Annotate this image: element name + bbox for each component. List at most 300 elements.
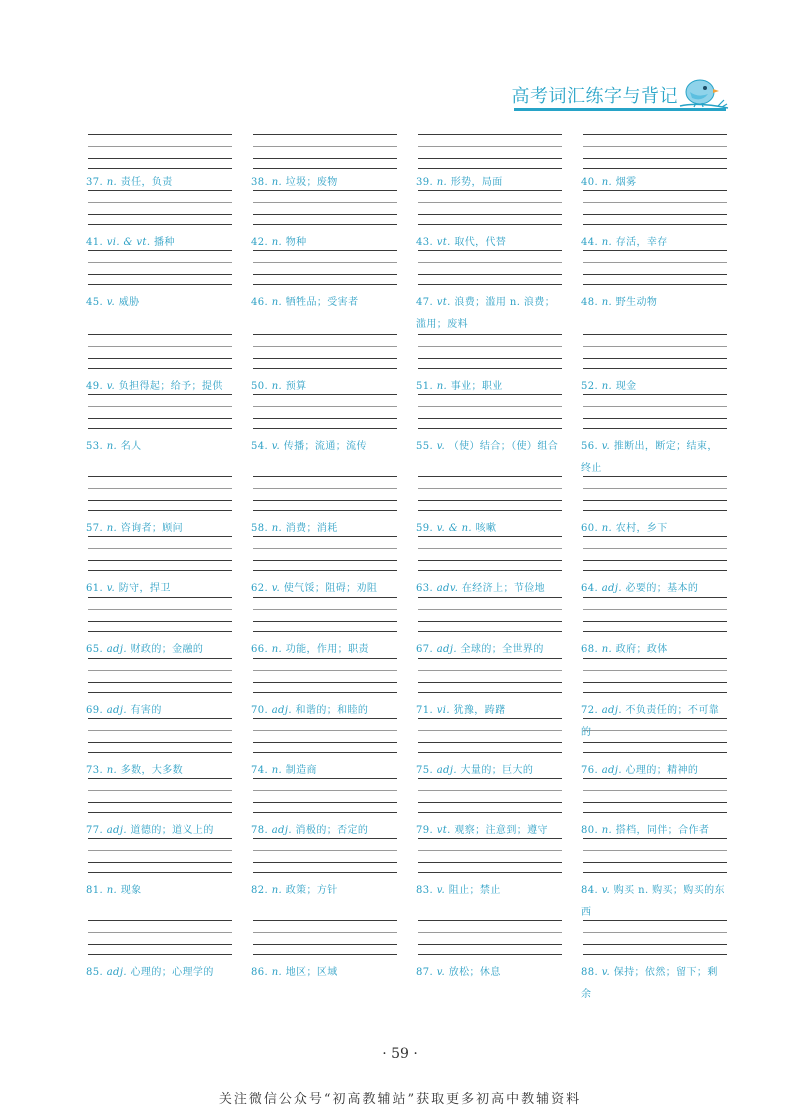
writing-line	[418, 224, 562, 225]
part-of-speech: vt.	[436, 297, 455, 308]
writing-line	[88, 224, 232, 225]
entry-meaning: 政策；方针	[285, 885, 338, 896]
writing-line	[418, 954, 562, 955]
writing-line	[88, 134, 232, 135]
entry-number: 83.	[416, 885, 437, 896]
writing-line	[583, 418, 727, 419]
vocab-entry	[581, 436, 727, 480]
part-of-speech: n.	[271, 177, 286, 188]
part-of-speech: n.	[271, 644, 286, 655]
part-of-speech: adj.	[436, 644, 461, 655]
writing-line	[88, 932, 232, 933]
entry-meaning: 名人	[120, 441, 142, 452]
writing-line	[88, 850, 232, 851]
entry-meaning: 野生动物	[615, 297, 658, 308]
entry-number: 47.	[416, 297, 437, 308]
entry-meaning: 垃圾；废物	[285, 177, 338, 188]
entry-meaning: 观察；注意到；遵守	[454, 825, 548, 836]
part-of-speech: n.	[271, 237, 286, 248]
writing-line	[253, 418, 397, 419]
writing-line	[88, 920, 232, 921]
entry-meaning: 搭档，同伴；合作者	[615, 825, 710, 836]
part-of-speech: n.	[271, 885, 286, 896]
writing-line	[583, 850, 727, 851]
writing-line	[418, 274, 562, 275]
writing-line	[253, 134, 397, 135]
vocab-entry	[251, 760, 397, 782]
writing-line	[88, 158, 232, 159]
vocab-entry	[416, 172, 562, 194]
writing-line	[253, 932, 397, 933]
vocab-entry	[416, 880, 562, 902]
writing-line	[418, 730, 562, 731]
writing-line	[583, 944, 727, 945]
entry-meaning: 农村，乡下	[615, 523, 668, 534]
writing-line	[418, 920, 562, 921]
writing-line	[88, 812, 232, 813]
writing-line	[88, 692, 232, 693]
writing-line	[253, 406, 397, 407]
entry-meaning: 存活，幸存	[615, 237, 668, 248]
part-of-speech: adj.	[106, 967, 131, 978]
writing-line	[88, 954, 232, 955]
part-of-speech: n.	[601, 237, 616, 248]
vocab-entry	[416, 376, 562, 398]
entry-number: 39.	[416, 177, 437, 188]
entry-number: 46.	[251, 297, 272, 308]
vocab-entry	[581, 880, 727, 924]
writing-line	[88, 346, 232, 347]
vocab-entry	[251, 518, 397, 540]
part-of-speech: n.	[106, 765, 121, 776]
writing-line	[583, 670, 727, 671]
writing-line	[583, 406, 727, 407]
writing-line	[418, 406, 562, 407]
writing-line	[583, 802, 727, 803]
writing-line	[253, 920, 397, 921]
part-of-speech: n.	[271, 523, 286, 534]
writing-line	[88, 682, 232, 683]
writing-line	[583, 621, 727, 622]
vocab-entry	[581, 639, 727, 661]
writing-line	[583, 368, 727, 369]
vocab-entry	[251, 436, 397, 458]
entry-meaning: 放松；休息	[448, 967, 501, 978]
entry-number: 62.	[251, 583, 272, 594]
writing-line	[88, 274, 232, 275]
part-of-speech: n.	[601, 297, 616, 308]
writing-line	[418, 476, 562, 477]
writing-line	[583, 570, 727, 571]
entry-number: 78.	[251, 825, 272, 836]
writing-line	[88, 284, 232, 285]
header-title: 高考词汇练字与背记	[511, 86, 678, 107]
part-of-speech: vt.	[436, 237, 455, 248]
writing-line	[253, 274, 397, 275]
writing-line	[418, 692, 562, 693]
writing-line	[418, 570, 562, 571]
writing-line	[253, 862, 397, 863]
writing-line	[253, 202, 397, 203]
writing-line	[418, 802, 562, 803]
writing-line	[88, 262, 232, 263]
writing-line	[253, 621, 397, 622]
writing-line	[418, 682, 562, 683]
writing-line	[583, 548, 727, 549]
entry-number: 76.	[581, 765, 602, 776]
vocab-entry	[86, 760, 232, 782]
writing-line	[88, 560, 232, 561]
vocab-entry	[581, 820, 727, 842]
entry-number: 65.	[86, 644, 107, 655]
writing-line	[88, 802, 232, 803]
writing-line	[88, 202, 232, 203]
vocab-entry	[251, 578, 397, 600]
entry-number: 64.	[581, 583, 602, 594]
writing-line	[253, 850, 397, 851]
part-of-speech: adj.	[271, 825, 296, 836]
vocab-entry	[416, 639, 562, 661]
writing-line	[418, 609, 562, 610]
writing-line	[418, 146, 562, 147]
vocab-entry	[581, 518, 727, 540]
writing-line	[253, 609, 397, 610]
entry-number: 68.	[581, 644, 602, 655]
entry-number: 80.	[581, 825, 602, 836]
entry-meaning: 牺牲品；受害者	[285, 297, 359, 308]
part-of-speech: v. & n.	[436, 523, 476, 534]
writing-line	[88, 418, 232, 419]
entry-meaning: 和谐的；和睦的	[295, 705, 369, 716]
entry-meaning: 心理的；心理学的	[130, 967, 214, 978]
entry-number: 40.	[581, 177, 602, 188]
vocab-entry	[251, 172, 397, 194]
entry-meaning: 全球的；全世界的	[460, 644, 544, 655]
entry-meaning: 心理的；精神的	[625, 765, 699, 776]
entry-meaning: 防守，捍卫	[118, 583, 171, 594]
vocab-entry	[581, 578, 727, 600]
vocab-entry	[581, 376, 727, 398]
part-of-speech: v.	[436, 885, 449, 896]
vocab-entry	[86, 700, 232, 722]
writing-line	[583, 790, 727, 791]
vocab-entry	[581, 292, 727, 314]
writing-line	[253, 262, 397, 263]
vocab-entry	[86, 436, 232, 458]
part-of-speech: n.	[436, 381, 451, 392]
writing-line	[253, 742, 397, 743]
vocab-entry	[416, 700, 562, 722]
writing-line	[88, 334, 232, 335]
writing-line	[583, 872, 727, 873]
writing-line	[253, 214, 397, 215]
writing-line	[253, 570, 397, 571]
entry-meaning: 责任，负责	[120, 177, 173, 188]
part-of-speech: v.	[601, 967, 614, 978]
writing-line	[583, 274, 727, 275]
entry-number: 82.	[251, 885, 272, 896]
part-of-speech: adj.	[601, 705, 626, 716]
writing-line	[88, 406, 232, 407]
entry-number: 54.	[251, 441, 272, 452]
part-of-speech: adj.	[106, 644, 131, 655]
entry-number: 42.	[251, 237, 272, 248]
part-of-speech: n.	[601, 523, 616, 534]
entry-meaning: 事业；职业	[450, 381, 503, 392]
entry-number: 60.	[581, 523, 602, 534]
entry-meaning: （使）结合；（使）组合	[448, 441, 559, 452]
part-of-speech: vi. & vt.	[106, 237, 154, 248]
part-of-speech: adj.	[601, 583, 626, 594]
writing-line	[583, 631, 727, 632]
entry-meaning: 咳嗽	[475, 523, 497, 534]
writing-line	[253, 488, 397, 489]
writing-line	[253, 790, 397, 791]
footer-note: 关注微信公众号“初高教辅站”获取更多初高中教辅资料	[218, 1092, 582, 1107]
entry-number: 51.	[416, 381, 437, 392]
entry-meaning: 制造商	[285, 765, 317, 776]
writing-line	[583, 560, 727, 561]
writing-line	[583, 500, 727, 501]
part-of-speech: v.	[601, 885, 614, 896]
writing-line	[253, 428, 397, 429]
part-of-speech: n.	[271, 381, 286, 392]
writing-line	[418, 944, 562, 945]
writing-line	[418, 168, 562, 169]
vocab-entry	[416, 962, 562, 984]
page-number: · 59 ·	[382, 1046, 418, 1062]
writing-line	[253, 560, 397, 561]
writing-line	[583, 214, 727, 215]
writing-line	[253, 812, 397, 813]
writing-line	[88, 428, 232, 429]
writing-line	[88, 944, 232, 945]
writing-line	[88, 548, 232, 549]
writing-line	[88, 476, 232, 477]
part-of-speech: adj.	[106, 705, 131, 716]
writing-line	[583, 358, 727, 359]
part-of-speech: v.	[271, 441, 284, 452]
vocab-entry	[251, 232, 397, 254]
vocab-entry	[86, 292, 232, 314]
entry-number: 44.	[581, 237, 602, 248]
part-of-speech: n.	[601, 177, 616, 188]
entry-number: 52.	[581, 381, 602, 392]
entry-meaning: 现象	[120, 885, 142, 896]
entry-number: 84.	[581, 885, 602, 896]
entry-meaning: 道德的；道义上的	[130, 825, 214, 836]
vocab-entry	[86, 376, 232, 398]
writing-line	[253, 954, 397, 955]
entry-meaning: 犹豫，踌躇	[453, 705, 506, 716]
entry-number: 50.	[251, 381, 272, 392]
entry-number: 66.	[251, 644, 272, 655]
entry-number: 81.	[86, 885, 107, 896]
entry-number: 72.	[581, 705, 602, 716]
writing-line	[583, 202, 727, 203]
entry-number: 48.	[581, 297, 602, 308]
entry-meaning: 大量的；巨大的	[460, 765, 534, 776]
vocab-entry	[416, 292, 562, 336]
writing-line	[418, 346, 562, 347]
writing-line	[583, 954, 727, 955]
entry-number: 86.	[251, 967, 272, 978]
part-of-speech: adj.	[106, 825, 131, 836]
vocab-entry	[251, 880, 397, 902]
writing-line	[418, 202, 562, 203]
entry-meaning: 功能，作用；职责	[285, 644, 369, 655]
part-of-speech: vt.	[436, 825, 455, 836]
writing-line	[583, 134, 727, 135]
writing-line	[583, 488, 727, 489]
writing-line	[583, 752, 727, 753]
writing-line	[583, 862, 727, 863]
writing-line	[88, 742, 232, 743]
writing-line	[418, 670, 562, 671]
part-of-speech: v.	[106, 583, 119, 594]
writing-line	[583, 158, 727, 159]
writing-line	[583, 812, 727, 813]
writing-line	[418, 262, 562, 263]
writing-line	[253, 368, 397, 369]
entry-meaning: 预算	[285, 381, 307, 392]
part-of-speech: n.	[271, 765, 286, 776]
entry-number: 67.	[416, 644, 437, 655]
part-of-speech: adj.	[271, 705, 296, 716]
vocab-entry	[86, 820, 232, 842]
writing-line	[583, 346, 727, 347]
writing-line	[418, 358, 562, 359]
part-of-speech: n.	[436, 177, 451, 188]
vocab-entry	[86, 880, 232, 902]
part-of-speech: n.	[271, 967, 286, 978]
vocab-entry	[581, 172, 727, 194]
vocab-entry	[251, 700, 397, 722]
writing-line	[418, 488, 562, 489]
writing-line	[88, 570, 232, 571]
part-of-speech: vi.	[436, 705, 454, 716]
writing-line	[253, 158, 397, 159]
entry-number: 43.	[416, 237, 437, 248]
vocab-entry	[86, 518, 232, 540]
vocab-entry	[416, 820, 562, 842]
writing-line	[418, 621, 562, 622]
writing-line	[418, 510, 562, 511]
writing-line	[583, 334, 727, 335]
entry-meaning: 政府；政体	[615, 644, 668, 655]
entry-number: 41.	[86, 237, 107, 248]
writing-line	[88, 631, 232, 632]
writing-line	[253, 548, 397, 549]
writing-line	[418, 742, 562, 743]
entry-number: 56.	[581, 441, 602, 452]
part-of-speech: n.	[106, 523, 121, 534]
writing-line	[418, 134, 562, 135]
writing-line	[253, 670, 397, 671]
part-of-speech: n.	[271, 297, 286, 308]
part-of-speech: v.	[106, 381, 119, 392]
writing-line	[583, 262, 727, 263]
writing-line	[583, 682, 727, 683]
entry-number: 69.	[86, 705, 107, 716]
writing-line	[418, 500, 562, 501]
part-of-speech: n.	[106, 177, 121, 188]
writing-line	[253, 346, 397, 347]
entry-number: 88.	[581, 967, 602, 978]
part-of-speech: adv.	[436, 583, 462, 594]
entry-number: 87.	[416, 967, 437, 978]
entry-number: 70.	[251, 705, 272, 716]
writing-line	[253, 802, 397, 803]
entry-number: 85.	[86, 967, 107, 978]
writing-line	[253, 168, 397, 169]
entry-number: 45.	[86, 297, 107, 308]
entry-number: 75.	[416, 765, 437, 776]
part-of-speech: n.	[601, 644, 616, 655]
entry-number: 73.	[86, 765, 107, 776]
writing-line	[253, 334, 397, 335]
entry-number: 53.	[86, 441, 107, 452]
entry-number: 58.	[251, 523, 272, 534]
writing-line	[253, 224, 397, 225]
entry-meaning: 传播；流通；流传	[283, 441, 367, 452]
writing-line	[418, 932, 562, 933]
part-of-speech: v.	[106, 297, 119, 308]
writing-line	[418, 428, 562, 429]
writing-line	[88, 609, 232, 610]
writing-line	[418, 872, 562, 873]
entry-meaning: 形势，局面	[450, 177, 503, 188]
entry-meaning: 负担得起；给予；提供	[118, 381, 223, 392]
writing-line	[583, 692, 727, 693]
entry-meaning: 取代，代替	[454, 237, 507, 248]
writing-line	[88, 500, 232, 501]
writing-line	[88, 752, 232, 753]
part-of-speech: v.	[436, 441, 449, 452]
vocab-entry	[416, 578, 562, 600]
entry-meaning: 物种	[285, 237, 307, 248]
writing-line	[253, 631, 397, 632]
writing-line	[583, 428, 727, 429]
part-of-speech: n.	[106, 885, 121, 896]
writing-line	[88, 146, 232, 147]
writing-line	[253, 752, 397, 753]
entry-meaning: 消费；消耗	[285, 523, 338, 534]
entry-number: 59.	[416, 523, 437, 534]
part-of-speech: adj.	[436, 765, 461, 776]
writing-line	[583, 609, 727, 610]
writing-line	[88, 621, 232, 622]
vocab-entry	[416, 760, 562, 782]
vocab-entry	[86, 232, 232, 254]
writing-line	[418, 752, 562, 753]
writing-line	[418, 862, 562, 863]
entry-number: 71.	[416, 705, 437, 716]
writing-line	[418, 560, 562, 561]
entry-meaning: 保持；依然；留下；剩余	[581, 967, 718, 1000]
part-of-speech: adj.	[601, 765, 626, 776]
writing-line	[583, 510, 727, 511]
part-of-speech: v.	[601, 441, 614, 452]
vocab-entry	[251, 639, 397, 661]
vocab-entry	[581, 232, 727, 254]
part-of-speech: v.	[436, 967, 449, 978]
writing-line	[583, 168, 727, 169]
writing-line	[88, 862, 232, 863]
entry-number: 77.	[86, 825, 107, 836]
entry-number: 57.	[86, 523, 107, 534]
writing-line	[88, 488, 232, 489]
